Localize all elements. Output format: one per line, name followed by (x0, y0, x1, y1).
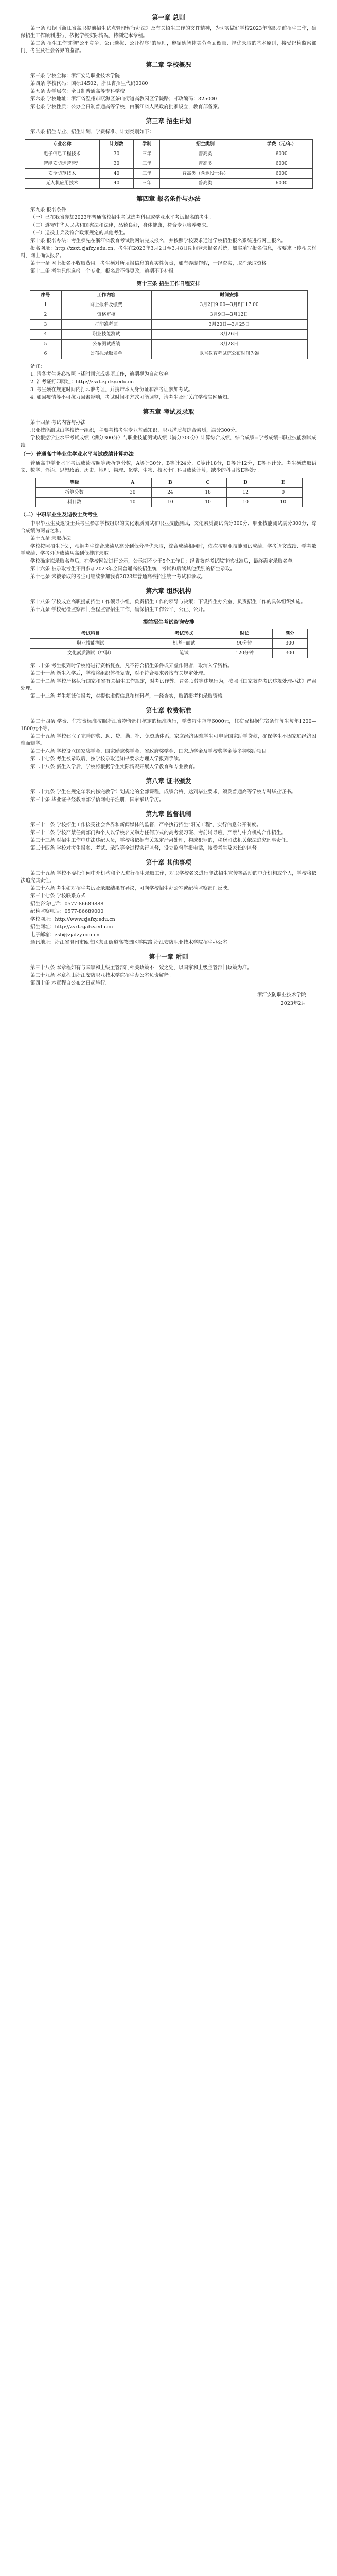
table-cell: 0 (264, 488, 302, 498)
table-row (25, 179, 312, 189)
paragraph: 第二十八条 新生入学后，学校将根据学生实际情况开展入学教育和专业教育。 (30, 764, 199, 770)
paragraph: 第十条 报名办法：考生须先在浙江省教育考试院网站完成报名，并按照学校要求通过学校招生报名系统进行网上报名。 (30, 238, 287, 244)
table-cell: 2 (30, 310, 61, 320)
exam-table (30, 629, 308, 658)
chapter-2-title: 第二章 学校概况 (146, 61, 191, 69)
table-cell: 资格审核 (61, 310, 151, 320)
table-cell: 智能安防运营管理 (25, 159, 99, 169)
table-header-cell: E (264, 478, 302, 488)
paragraph: 第二十三条 考生须诚信报考，对提供虚假信息和材料者，一经查实，取消报考和录取资格。 (30, 693, 228, 699)
table-cell: 4 (30, 330, 61, 340)
table-cell: 公布拟录取名单 (61, 349, 151, 359)
paragraph: 第三十三条 对招生工作中违法违纪人员，学校将依据有关规定严肃处理，构成犯罪的，移送司法机关依法追究刑事责任。 (30, 838, 291, 843)
paragraph: 第三十五条 学校不委托任何中介机构和个人进行招生录取工作，对以学校名义进行非法招生宣传等活动的中介机构或个人，学校将依法追究其责任。 (21, 871, 316, 884)
table-header-cell: 考试科目 (30, 629, 151, 639)
table-cell: 3月28日 (151, 340, 307, 349)
paragraph: 2. 准考证打印网址：http://zsxt.zjafzy.edu.cn (30, 379, 134, 385)
paragraph: 职业技能测试由学校统一组织，主要考核考生专业基础知识、职业潜质与综合素质，满分300分。 (30, 428, 240, 433)
table-cell: 3月26日 (151, 330, 307, 340)
table-cell: 6000 (251, 179, 312, 189)
chapter-6-title: 第六章 组织机构 (146, 587, 191, 595)
paragraph: 中职毕业生及退役士兵考生参加学校组织的文化素质测试和职业技能测试，文化素质测试满分300分，职业技能测试满分300分，综合成绩为两者之和。 (21, 521, 316, 534)
paragraph: 第三十二条 学校严禁任何部门和个人以学校名义举办任何形式的高考复习班、考前辅导班，严禁与中介机构合作招生。 (30, 830, 287, 836)
table-cell: 5 (30, 340, 61, 349)
paragraph: 第八条 招生专业、招生计划、学费标准、计划类别如下： (30, 129, 154, 135)
paragraph: 第十四条 考试内容与办法 (30, 420, 86, 426)
table-cell: 10 (114, 498, 151, 507)
table-cell: 机考+面试 (151, 639, 217, 649)
table-row (25, 169, 312, 179)
address: 通讯地址：浙江省温州市瓯海区茶山街道高教园区学院路 浙江安防职业技术学院招生办公室 (30, 940, 228, 945)
chapter-3-title: 第三章 招生计划 (146, 117, 191, 125)
chapter-4-title: 第四章 报名条件与办法 (136, 195, 201, 202)
paragraph: 第六条 学校地址：浙江省温州市瓯海区茶山街道高教园区学院路；邮政编码：325000 (30, 96, 217, 102)
paragraph: 第二十六条 学校设立国家奖学金、国家励志奖学金、省政府奖学金、国家助学金及学校奖学金等多种奖助项目。 (30, 749, 272, 754)
chapter-7-title: 第七章 收费标准 (146, 707, 191, 714)
table-cell: 300 (272, 649, 307, 658)
chapter-10-title: 第十章 其他事项 (146, 859, 191, 866)
table-cell: 10 (264, 498, 302, 507)
chapter-11-title: 第十一章 附则 (149, 953, 188, 960)
table-header-cell: B (151, 478, 189, 488)
paragraph: 第三十六条 考生如对招生考试及录取结果有异议，可向学校招生办公室或纪检监察部门反映。 (30, 886, 233, 891)
paragraph: （一）已在我省参加2023年普通高校招生考试选考科目或学业水平考试报名的考生。 (30, 215, 214, 221)
exam-table-caption: 提前招生考试咨询安排 (143, 620, 194, 625)
paragraph: 第二十二条 学校严格执行国家和省有关招生工作规定，对考试作弊、冒名顶替等违规行为，按照《国家教育考试违规处理办法》严肃处理。 (21, 679, 316, 691)
table-cell: 30 (99, 149, 134, 159)
table-row (30, 349, 307, 359)
chapter-8-title: 第八章 证书颁发 (146, 777, 191, 785)
table-cell: 12 (227, 488, 264, 498)
website-link[interactable]: 学校网址：http://www.zjafzy.edu.cn (30, 917, 115, 922)
table-header-cell: 专业名称 (25, 140, 99, 149)
table-cell: 三年 (134, 179, 160, 189)
paragraph: 第三条 学校全称：浙江安防职业技术学院 (30, 73, 120, 79)
table-cell: 6000 (251, 149, 312, 159)
table-cell: 10 (227, 498, 264, 507)
email-link[interactable]: 电子邮箱：zsb@zjafzy.edu.cn (30, 932, 100, 938)
paragraph: 备注： (30, 364, 45, 369)
paragraph: 第九条 报名条件 (30, 207, 66, 213)
table-cell: 科目数 (35, 498, 114, 507)
paragraph: 第二十五条 学校建立了完善的奖、助、贷、勤、补、免资助体系，家庭经济困难学生可申请国家助学贷款，确保学生不因家庭经济困难而辍学。 (21, 734, 316, 747)
table-header-cell: 学费（元/年） (251, 140, 312, 149)
table-header-cell: 时间安排 (151, 291, 307, 300)
paragraph: 学校按照招生计划，根据考生综合成绩从高分到低分择优录取，综合成绩相同时，依次按职业技能测试成绩、学考语文成绩、学考数学成绩、学考外语成绩从高到低排序录取。 (21, 544, 316, 556)
paragraph: 第三十一条 学校招生工作接受社会各界和新闻媒体的监督，严格执行招生"阳光工程"，实行信息公开制度。 (30, 822, 261, 828)
table-cell: 折算分数 (35, 488, 114, 498)
subsection-heading: （二）中职毕业生及退役士兵考生 (21, 512, 98, 518)
schedule-table (30, 290, 308, 359)
table-row (30, 320, 307, 330)
schedule-table-caption: 第十三条 招生工作日程安排 (136, 281, 201, 287)
table-cell: 40 (99, 169, 134, 179)
paragraph: 第十二条 考生只能选报一个专业，报名后不得更改，逾期不予补报。 (30, 268, 179, 274)
table-row (35, 498, 302, 507)
table-cell: 以省教育考试院公布时间为准 (151, 349, 307, 359)
table-row (25, 159, 312, 169)
table-cell: 普高类 (160, 159, 251, 169)
paragraph: 普通高中学业水平考试成绩按照等级折算分数，A等计30分，B等计24分，C等计18分，D等计12分，E等不计分。考生须选取语文、数学、外语、思想政治、历史、地理、物理、化学、生物、技术十门科目成绩计算，缺少的科目按E等处理。 (21, 461, 316, 473)
table-header-cell: 工作内容 (61, 291, 151, 300)
chapter-5-title: 第五章 考试及录取 (143, 408, 194, 415)
paragraph: 第二十九条 学生在规定年限内修完教学计划规定的全部课程，成绩合格，达到毕业要求，颁发普通高等学校专科毕业证书。 (30, 789, 296, 795)
paragraph: 第四十条 本章程自公布之日起施行。 (30, 980, 111, 986)
table-cell: 3月2日9:00—3月8日17:00 (151, 300, 307, 310)
grade-conversion-table (35, 478, 303, 507)
table-cell: 120分钟 (217, 649, 272, 658)
table-cell: 普高类 (160, 179, 251, 189)
table-cell: 三年 (134, 169, 160, 179)
paragraph: 第三十七条 学校联系方式 (30, 893, 86, 899)
table-row (25, 149, 312, 159)
paragraph: 3. 考生须在规定时间内打印准考证，并携带本人身份证和准考证参加考试。 (30, 387, 193, 393)
chapter-9-title: 第九章 监督机制 (146, 810, 191, 818)
table-cell: 公布测试成绩 (61, 340, 151, 349)
contact-phone: 纪检监察电话：0577-86689000 (30, 909, 104, 914)
paragraph: 第二十一条 新生入学后，学校将组织体检复查，对不符合要求者按有关规定处理。 (30, 671, 208, 676)
paragraph: 第三十九条 本章程由浙江安防职业技术学院招生办公室负责解释。 (30, 973, 174, 978)
paragraph: 第三十八条 本章程如有与国家和上级主管部门相关政策不一致之处，以国家和上级主管部门政策为准。 (30, 965, 252, 971)
paragraph: （三）退役士兵及符合政策规定的其他考生。 (30, 230, 129, 236)
signature-org: 浙江安防职业技术学院 (257, 992, 306, 998)
paragraph: 第十九条 学校纪检监察部门全程监督招生工作，确保招生工作公平、公正、公开。 (30, 607, 208, 613)
table-cell: 电子信息工程技术 (25, 149, 99, 159)
paragraph: 第二十七条 考生被录取后，按学校录取通知书要求办理入学报到手续。 (30, 756, 184, 762)
table-header-cell: 计划数 (99, 140, 134, 149)
paragraph: 第十六条 被录取考生不再参加2023年全国普通高校招生统一考试和后续其他类别的招生录取。 (30, 566, 235, 572)
table-cell: 职业技能测试 (30, 639, 151, 649)
table-cell: 职业技能测试 (61, 330, 151, 340)
table-row (30, 340, 307, 349)
paragraph: 学校确定拟录取名单后，在学校网站进行公示，公示期不少于5个工作日；经省教育考试院审核批准后，最终确定录取名单。 (30, 558, 298, 564)
table-row (30, 310, 307, 320)
website-link[interactable]: 招生网址：http://zsxt.zjafzy.edu.cn (30, 924, 113, 930)
table-header-cell: 序号 (30, 291, 61, 300)
paragraph: 第十七条 未被录取的考生可继续参加我省2023年普通高校招生统一考试和录取。 (30, 574, 206, 580)
document (0, 0, 337, 1015)
table-cell: 安全防范技术 (25, 169, 99, 179)
table-cell: 3 (30, 320, 61, 330)
table-header-cell: D (227, 478, 264, 488)
signature-date: 2023年2月 (280, 1001, 306, 1006)
table-cell: 三年 (134, 159, 160, 169)
paragraph: 报名网址：http://zsxt.zjafzy.edu.cn，考生在2023年3月2日至3月8日期间登录报名系统，如实填写报名信息，按要求上传相关材料，网上确认报名。 (21, 246, 316, 259)
paragraph: （二）遵守中华人民共和国宪法和法律，品德良好，身体健康，符合专业培养要求。 (30, 223, 211, 228)
table-cell: 普高类（含退役士兵） (160, 169, 251, 179)
table-cell: 30 (114, 488, 151, 498)
paragraph: 第一条 根据《浙江省高职提前招生试点管理暂行办法》及有关招生工作的文件精神，为切实做好学校2023年高职提前招生工作，确保招生工作顺利进行，依据学校实际情况，特制定本章程。 (21, 26, 316, 39)
table-cell: 3月20日—3月25日 (151, 320, 307, 330)
table-cell: 30 (99, 159, 134, 169)
enrollment-plan-table (25, 139, 313, 189)
paragraph: 第十五条 录取办法 (30, 536, 72, 541)
paragraph: 4. 如因疫情等不可抗力因素影响，考试时间和方式可能调整，请考生及时关注学校官网通知。 (30, 395, 233, 400)
table-cell: 3月9日—3月12日 (151, 310, 307, 320)
paragraph: 第二十四条 学费、住宿费标准按照浙江省物价部门核定的标准执行，学费每生每年6000元，住宿费根据住宿条件每生每年1200—1800元不等。 (21, 719, 316, 732)
table-cell: 文化素质测试（中职） (30, 649, 151, 658)
paragraph: 第二十条 考生报到时学校将进行资格复查，凡不符合招生条件或弄虚作假者，取消入学资格。 (30, 663, 233, 669)
table-cell: 打印准考证 (61, 320, 151, 330)
table-row (30, 300, 307, 310)
table-header-cell: 等级 (35, 478, 114, 488)
table-cell: 1 (30, 300, 61, 310)
table-cell: 40 (99, 179, 134, 189)
table-cell: 300 (272, 639, 307, 649)
table-cell: 无人机应用技术 (25, 179, 99, 189)
table-cell: 网上报名及缴费 (61, 300, 151, 310)
table-header-cell: 学制 (134, 140, 160, 149)
paragraph: 第七条 学校性质：公办全日制普通高等学校，由浙江省人民政府批准设立，教育部备案。 (30, 104, 223, 110)
paragraph: 第三十条 毕业证书经教育部学信网电子注册，国家承认学历。 (30, 797, 164, 803)
table-header-cell: 招生类别 (160, 140, 251, 149)
table-header-cell: C (189, 478, 227, 488)
paragraph: 第十一条 网上报名不收取费用。考生须对所填报信息的真实性负责，如有弄虚作假，一经查实，取消录取资格。 (30, 261, 272, 266)
table-row (30, 639, 307, 649)
table-cell: 90分钟 (217, 639, 272, 649)
table-row (30, 649, 307, 658)
table-cell: 笔试 (151, 649, 217, 658)
chapter-1-title: 第一章 总则 (152, 14, 185, 21)
table-header-cell: A (114, 478, 151, 488)
table-cell: 18 (189, 488, 227, 498)
table-header-cell: 考试形式 (151, 629, 217, 639)
paragraph: 第十八条 学校成立高职提前招生工作领导小组，负责招生工作的领导与决策；下设招生办公室，负责招生工作的具体组织实施。 (30, 599, 306, 605)
subsection-heading: （一）普通高中毕业生学业水平考试成绩计算办法 (21, 452, 134, 457)
table-cell: 10 (189, 498, 227, 507)
paragraph: 第五条 办学层次：全日制普通高等专科学校 (30, 89, 125, 94)
table-header-cell: 满分 (272, 629, 307, 639)
contact-phone: 招生咨询电话：0577-86689888 (30, 901, 104, 907)
table-cell: 三年 (134, 149, 160, 159)
paragraph: 第二条 招生工作贯彻"公平竞争、公正选拔、公开程序"的原则，遵循德智体美劳全面衡量、择优录取的基本原则，接受纪检监察部门、考生及社会各界的监督。 (21, 41, 316, 54)
table-cell: 6000 (251, 159, 312, 169)
table-row (30, 330, 307, 340)
paragraph: 学校根据学业水平考试成绩（满分300分）与职业技能测试成绩（满分300分）计算综合成绩，综合成绩=学考成绩+职业技能测试成绩。 (21, 435, 316, 448)
table-cell: 24 (151, 488, 189, 498)
paragraph: 第三十四条 学校对考生报名、考试、录取等全过程实行监督，设立监督举报电话，接受考生及家长的监督。 (30, 845, 262, 851)
table-row (35, 488, 302, 498)
table-cell: 普高类 (160, 149, 251, 159)
table-header-cell: 时长 (217, 629, 272, 639)
table-cell: 6 (30, 349, 61, 359)
table-cell: 6000 (251, 169, 312, 179)
paragraph: 1. 请各考生务必按照上述时间完成各项工作，逾期视为自动放弃。 (30, 371, 174, 377)
paragraph: 第四条 学校代码：国标14502，浙江省招生代码0080 (30, 81, 148, 87)
table-cell: 10 (151, 498, 189, 507)
